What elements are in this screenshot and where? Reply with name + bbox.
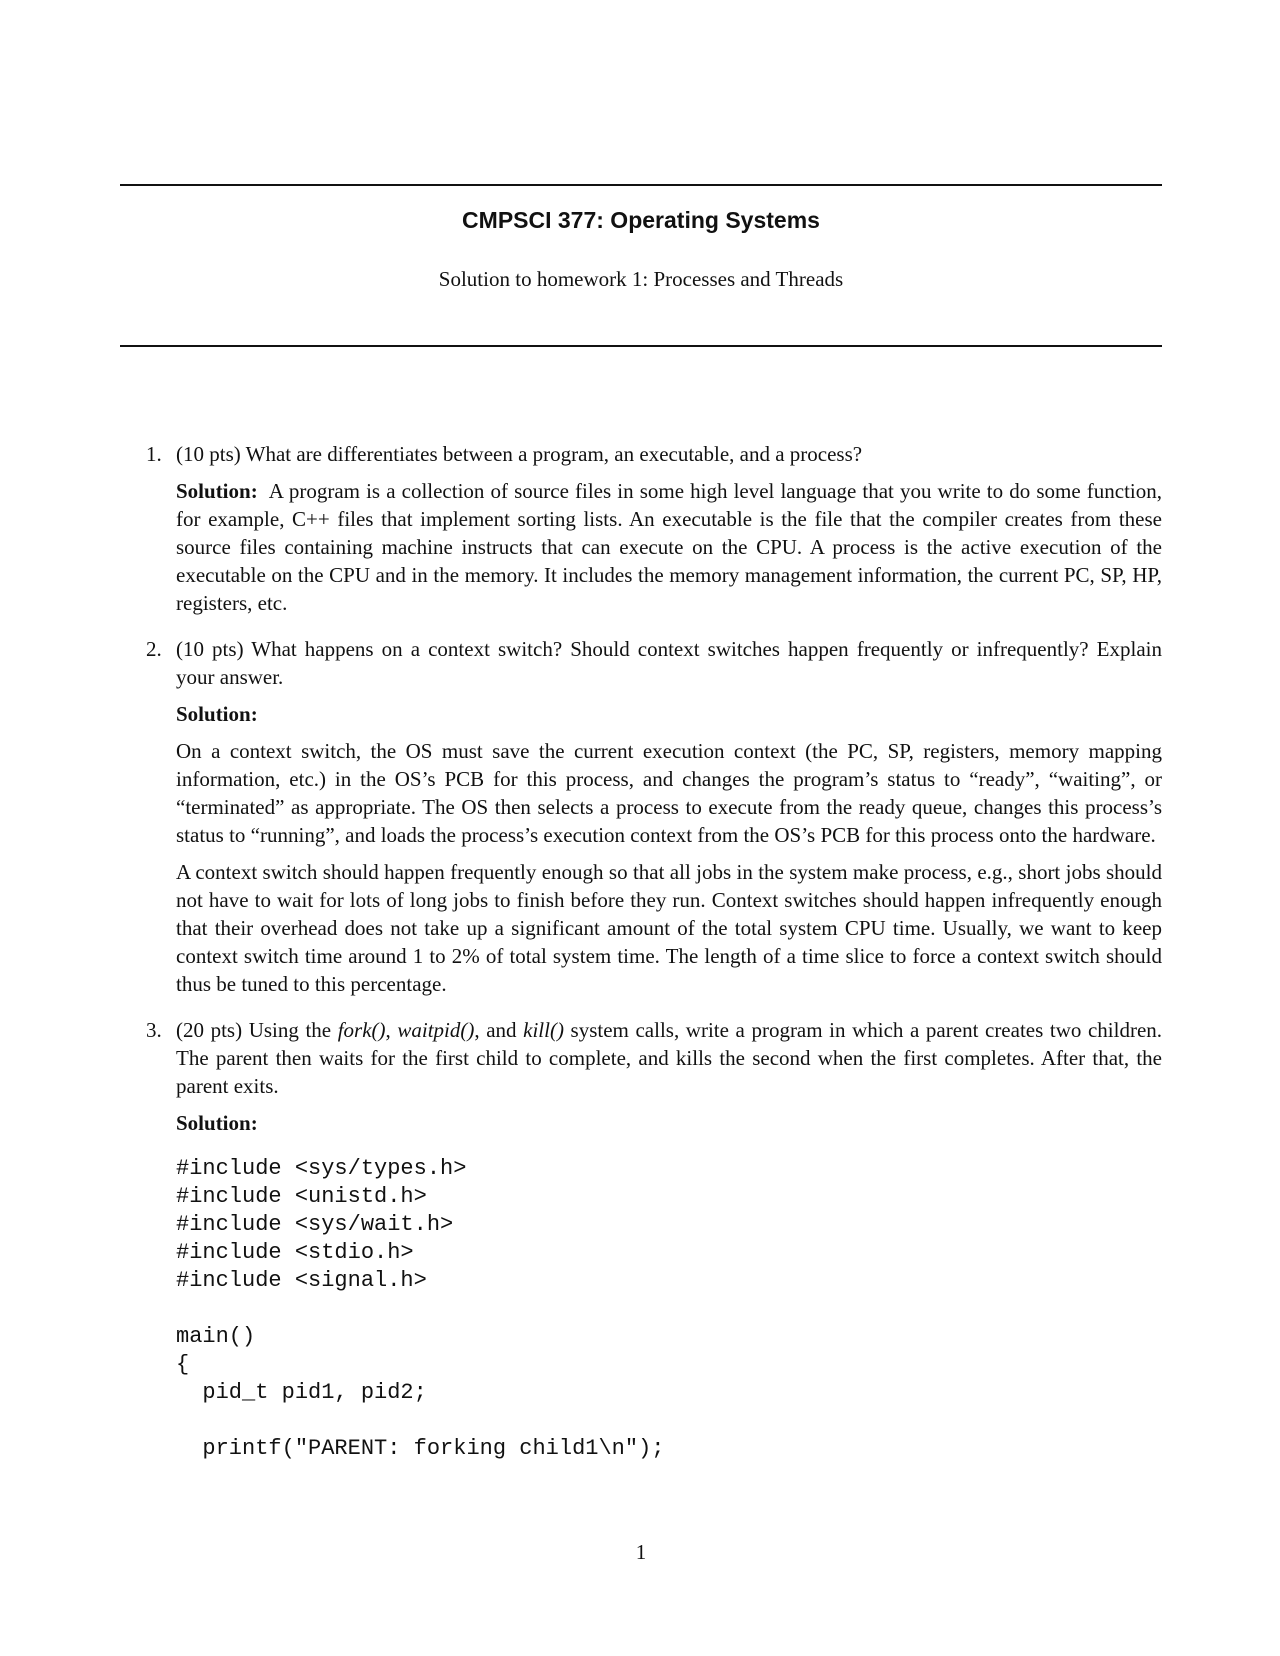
code-line: main() (176, 1324, 256, 1349)
waitpid-call: waitpid() (397, 1018, 475, 1042)
kill-call: kill() (523, 1018, 564, 1042)
question-points: (20 pts) (176, 1018, 243, 1042)
code-line: { (176, 1352, 190, 1377)
question-text: What happens on a context switch? Should context switches happen frequently or infrequently? Explain your answer. (176, 637, 1162, 689)
top-rule (120, 184, 1162, 186)
code-line (176, 1407, 1162, 1435)
code-line: #include <signal.h> (176, 1268, 427, 1293)
solution-paragraph: A context switch should happen frequently enough so that all jobs in the system make process, e.g., short jobs should not have to wait for lots of long jobs to finish before they run. Context switches should happen infrequently enough that their overhead does not take up a significant amount of the total system CPU time. Usually, we want to keep context switch time around 1 to 2% of total system time. The length of a time slice to force a context switch should thus be tuned to this percentage. (176, 860, 1162, 996)
solution-paragraph: On a context switch, the OS must save the current execution context (the PC, SP, registers, memory mapping information, etc.) in the OS’s PCB for this process, and changes the program’s status to “ready”, “waiting”, or “terminated” as appropriate. The OS then selects a process to execute from the ready queue, changes this process’s status to “running”, and loads the process’s execution context from the OS’s PCB for this process onto the hardware. (176, 739, 1162, 847)
question-number: 2. (146, 637, 162, 661)
code-line: #include <unistd.h> (176, 1184, 427, 1209)
solution-text: A program is a collection of source files in some high level language that you write to do some function, for example, C++ files that implement sorting lists. An executable is the file that the compiler creates from these source files containing machine instructs that can execute on the CPU. A process is the active execution of the executable on the CPU and in the memory. It includes the memory management information, the current PC, SP, HP, registers, etc. (176, 479, 1162, 615)
question-1 (146, 440, 1162, 468)
question-number: 1. (146, 442, 162, 466)
solution-label: Solution: (176, 1111, 258, 1135)
fork-call: fork() (337, 1018, 386, 1042)
code-line: #include <sys/types.h> (176, 1156, 467, 1181)
question-number: 3. (146, 1018, 162, 1042)
solution-label: Solution: (176, 702, 258, 726)
question-points: (10 pts) (176, 637, 244, 661)
document-subtitle: Solution to homework 1: Processes and Threads (438, 267, 844, 291)
code-line: pid_t pid1, pid2; (176, 1380, 427, 1405)
code-line: printf("PARENT: forking child1\n"); (176, 1436, 665, 1461)
code-block (176, 1155, 1162, 1463)
question-text-before: Using the (248, 1018, 332, 1042)
bottom-rule (120, 345, 1162, 347)
code-line (176, 1295, 1162, 1323)
question-3 (146, 1016, 1163, 1100)
document-body (146, 440, 1163, 1463)
question-points: (10 pts) (176, 442, 241, 466)
page-number: 1 (635, 1540, 647, 1564)
solution-1 (176, 477, 1162, 617)
question-2 (146, 635, 1162, 691)
separator: , (385, 1018, 391, 1042)
question-text: What are differentiates between a program, an executable, and a process? (245, 442, 863, 466)
code-line: #include <sys/wait.h> (176, 1212, 454, 1237)
code-line: #include <stdio.h> (176, 1240, 414, 1265)
solution-label: Solution: (176, 479, 258, 503)
course-title: CMPSCI 377: Operating Systems (462, 207, 820, 233)
question-text-after: system calls, write a program in which a parent creates two children. The parent then waits for the first child to complete, and kills the second when the first completes. After that, the parent exits. (176, 1018, 1163, 1098)
separator: , and (474, 1018, 517, 1042)
